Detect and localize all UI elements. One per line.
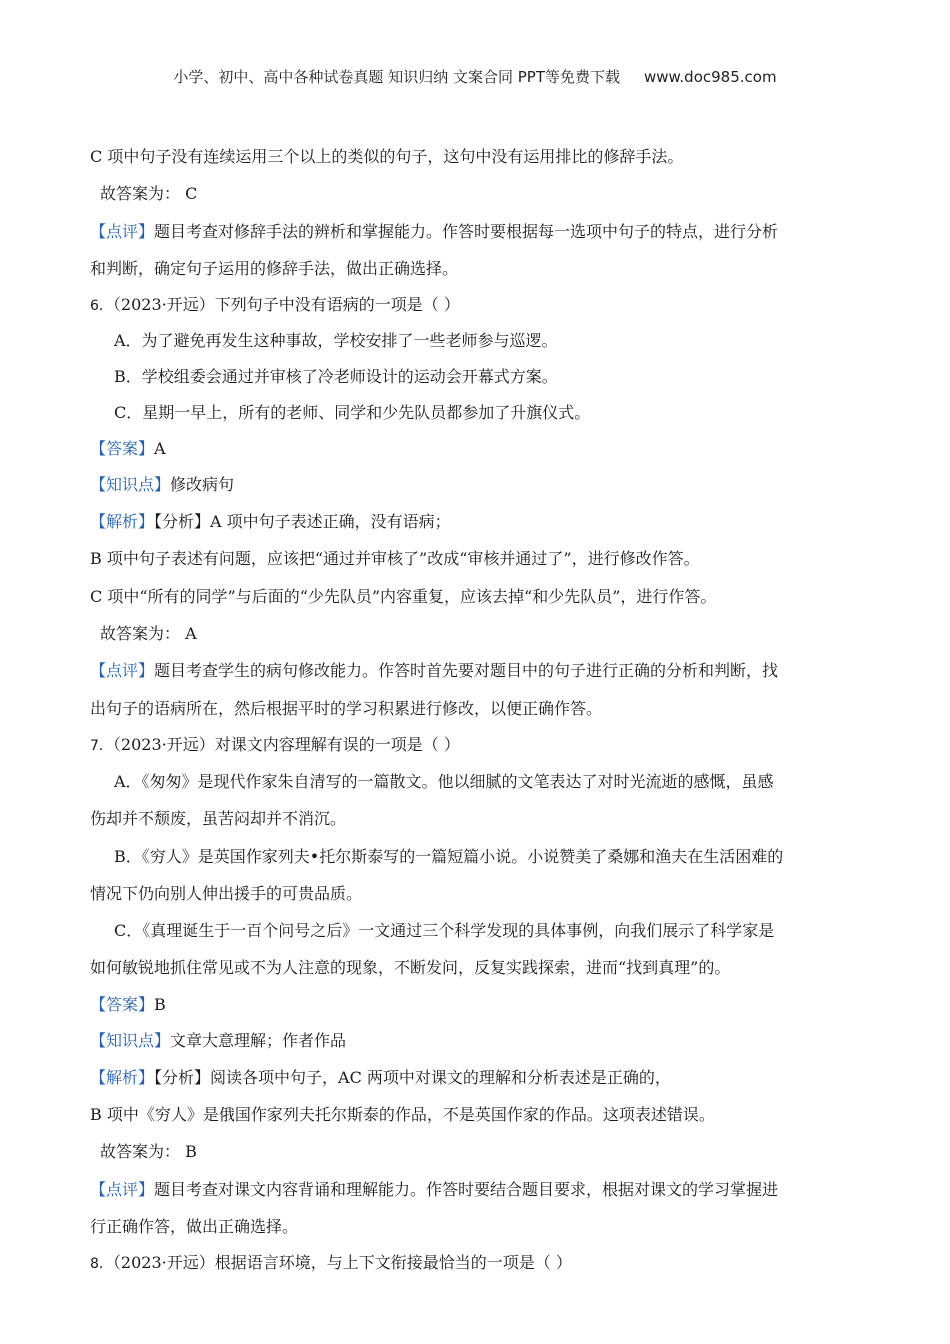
q6-stem <box>90 287 860 323</box>
q6-analysis-line-3: C 项中“所有的同学”与后面的“少先队员”内容重复，应该去掉“和少先队员”，进行作答。 <box>90 586 717 606</box>
q8-number: 8． <box>90 1256 113 1273</box>
q6-option-c: C．星期一早上，所有的老师、同学和少先队员都参加了升旗仪式。 <box>114 403 591 423</box>
q7-analysis-text-1: 【分析】阅读各项中句子，AC 两项中对课文的理解和分析表述是正确的， <box>154 1067 671 1087</box>
q7-analysis-line-2: B 项中《穷人》是俄国作家列夫托尔斯泰的作品，不是英国作家的作品。这项表述错误。 <box>90 1105 715 1125</box>
q7-option-c-line-2: 如何敏锐地抓住常见或不为人注意的现象，不断发问，反复实践探索，进而“找到真理”的。 <box>90 958 731 978</box>
q7-number: 7． <box>90 737 113 754</box>
q7-answer-line: 故答案为： B <box>100 1142 197 1162</box>
q7-analysis-line-1 <box>90 1059 860 1096</box>
q6-analysis-line-2: B 项中句子表述有问题，应该把“通过并审核了”改成“审核并通过了”，进行修改作答。 <box>90 549 700 569</box>
q6-answer-value: A <box>154 439 166 459</box>
comment-tag: 【点评】 <box>90 661 155 681</box>
q7-answer <box>90 987 860 1023</box>
q7-answer-value: B <box>154 994 166 1014</box>
q5-answer-line: 故答案为： C <box>100 184 198 204</box>
q7-option-b-line-2: 情况下仍向别人伸出援手的可贵品质。 <box>90 883 363 903</box>
comment-tag: 【点评】 <box>90 1179 155 1199</box>
q6-answer <box>90 431 860 467</box>
q7-knowledge-value: 文章大意理解；作者作品 <box>170 1030 347 1050</box>
header-site-link[interactable]: www.doc985.com <box>643 68 777 86</box>
q7-option-a-line-2: 伤却并不颓废，虽苦闷却并不消沉。 <box>90 809 347 829</box>
q7-option-a-line-1: A．《匆匆》是现代作家朱自清写的一篇散文。他以细腻的文笔表达了对时光流逝的感慨，虽感 <box>114 771 774 791</box>
q6-knowledge-value: 修改病句 <box>170 475 235 495</box>
q7-option-b-line-1: B．《穷人》是英国作家列夫•托尔斯泰写的一篇短篇小说。小说赞美了桑娜和渔夫在生活困难的 <box>114 846 784 866</box>
q6-comment-text-1: 题目考查学生的病句修改能力。作答时首先要对题目中的句子进行正确的分析和判断，找 <box>154 661 779 681</box>
q6-comment-line-2: 出句子的语病所在，然后根据平时的学习积累进行修改，以便正确作答。 <box>90 698 603 718</box>
analysis-tag: 【解析】 <box>90 512 155 532</box>
q6-answer-line: 故答案为： A <box>100 624 197 644</box>
knowledge-tag: 【知识点】 <box>90 475 171 495</box>
q7-comment-text-1: 题目考查对课文内容背诵和理解能力。作答时要结合题目要求，根据对课文的学习掌握进 <box>154 1179 779 1199</box>
q7-stem-text: （2023·开远）对课文内容理解有误的一项是（ ） <box>112 734 460 754</box>
q6-knowledge <box>90 467 860 503</box>
document-body <box>90 138 860 1281</box>
header-text: 小学、初中、高中各种试卷真题 知识归纳 文案合同 PPT等免费下载 <box>173 68 620 86</box>
q8-stem-text: （2023·开远）根据语言环境，与上下文衔接最恰当的一项是（ ） <box>112 1253 572 1273</box>
knowledge-tag: 【知识点】 <box>90 1030 171 1050</box>
q7-stem <box>90 727 860 763</box>
q6-stem-text: （2023·开远）下列句子中没有语病的一项是（ ） <box>112 295 460 315</box>
answer-tag: 【答案】 <box>90 994 155 1014</box>
page-header <box>0 66 950 87</box>
q6-comment-line-1 <box>90 652 860 689</box>
comment-tag: 【点评】 <box>90 221 155 241</box>
q7-knowledge <box>90 1023 860 1059</box>
q7-option-c-line-1: C．《真理诞生于一百个问号之后》一文通过三个科学发现的具体事例，向我们展示了科学家是 <box>114 921 775 941</box>
q6-option-a: A．为了避免再发生这种事故，学校安排了一些老师参与巡逻。 <box>114 331 558 351</box>
q5-comment-line-1 <box>90 213 860 250</box>
q6-analysis-text-1: 【分析】A 项中句子表述正确，没有语病； <box>154 512 451 532</box>
q6-option-b: B．学校组委会通过并审核了冷老师设计的运动会开幕式方案。 <box>114 367 558 387</box>
answer-tag: 【答案】 <box>90 439 155 459</box>
q7-comment-line-2: 行正确作答，做出正确选择。 <box>90 1216 299 1236</box>
q6-analysis-line-1 <box>90 503 860 540</box>
q5-comment-text-1: 题目考查对修辞手法的辨析和掌握能力。作答时要根据每一选项中句子的特点，进行分析 <box>154 221 779 241</box>
q5-comment-line-2: 和判断，确定句子运用的修辞手法，做出正确选择。 <box>90 258 459 278</box>
q8-stem <box>90 1245 860 1281</box>
q6-number: 6． <box>90 298 113 315</box>
q7-comment-line-1 <box>90 1171 860 1208</box>
analysis-tag: 【解析】 <box>90 1067 155 1087</box>
q5-option-c-explanation: C 项中句子没有连续运用三个以上的类似的句子，这句中没有运用排比的修辞手法。 <box>90 147 684 166</box>
